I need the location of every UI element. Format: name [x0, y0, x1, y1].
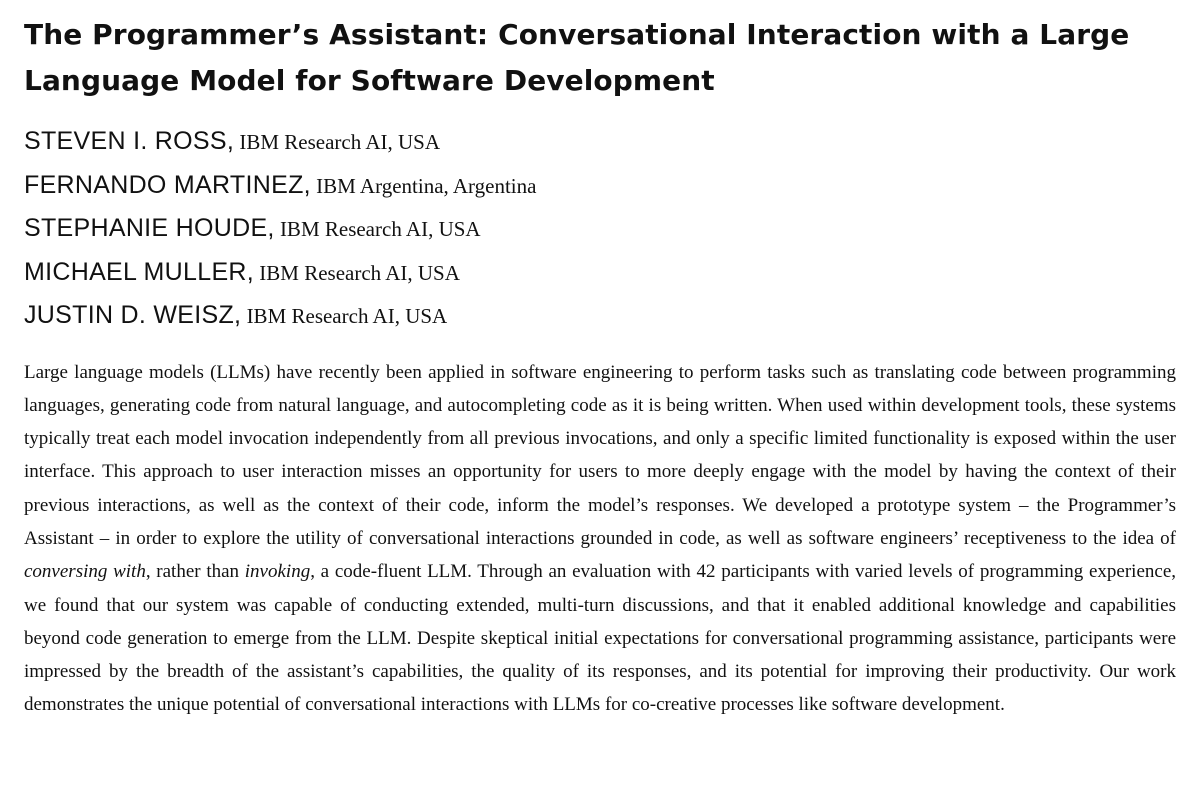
paper-title: The Programmer’s Assistant: Conversational Interaction with a Large Language Model for Software Development [24, 18, 1130, 97]
author-affiliation: IBM Research AI, USA [241, 304, 448, 328]
author-entry [24, 207, 1176, 251]
author-entry [24, 251, 1176, 295]
author-affiliation: IBM Research AI, USA [274, 217, 481, 241]
paper-page [24, 12, 1176, 741]
author-affiliation: IBM Research AI, USA [254, 260, 460, 285]
author-entry [24, 294, 1176, 338]
abstract-text: , a code-fluent LLM. Through an evaluation with 42 participants with varied levels of programming experience, we found that our system was capable of conducting extended, multi-turn discussions, and that it enabled additional knowledge and capabilities beyond code generation to emerge from the LLM. Despite skeptical initial expectations for conversational programming assistance, participants were impressed by the breadth of the assistant’s capabilities, the quality of its responses, and its potential for improving their productivity. Our work demonstrates the unique potential of conversational interactions with LLMs for co-creative processes like software development. [24, 561, 1176, 716]
author-name: STEPHANIE HOUDE, [24, 214, 275, 242]
author-name: MICHAEL MULLER, [24, 257, 255, 286]
author-name: STEVEN I. ROSS, [24, 127, 235, 155]
author-affiliation: IBM Argentina, Argentina [310, 173, 537, 198]
abstract-emphasis: invoking [244, 561, 311, 583]
author-name: JUSTIN D. WEISZ, [24, 301, 242, 329]
author-entry [24, 164, 1176, 208]
author-affiliation: IBM Research AI, USA [234, 130, 440, 154]
abstract [24, 356, 1176, 722]
abstract-emphasis: conversing with [24, 561, 146, 583]
author-name: FERNANDO MARTINEZ, [24, 170, 311, 199]
author-entry [24, 120, 1176, 164]
abstract-text: , rather than [145, 561, 245, 583]
abstract-text: Large language models (LLMs) have recently been applied in software engineering to perform tasks such as translating code between programming languages, generating code from natural language, and autocompleting code as it is being written. When used within development tools, these systems typically treat each model invocation independently from all previous invocations, and only a specific limited functionality is exposed within the user interface. This approach to user interaction misses an opportunity for users to more deeply engage with the model by having the context of their previous interactions, as well as the context of their code, inform the model’s responses. We developed a prototype system – the Programmer’s Assistant – in order to explore the utility of conversational interactions grounded in code, as well as software engineers’ receptiveness to the idea of [24, 361, 1176, 549]
author-list [24, 120, 1176, 338]
